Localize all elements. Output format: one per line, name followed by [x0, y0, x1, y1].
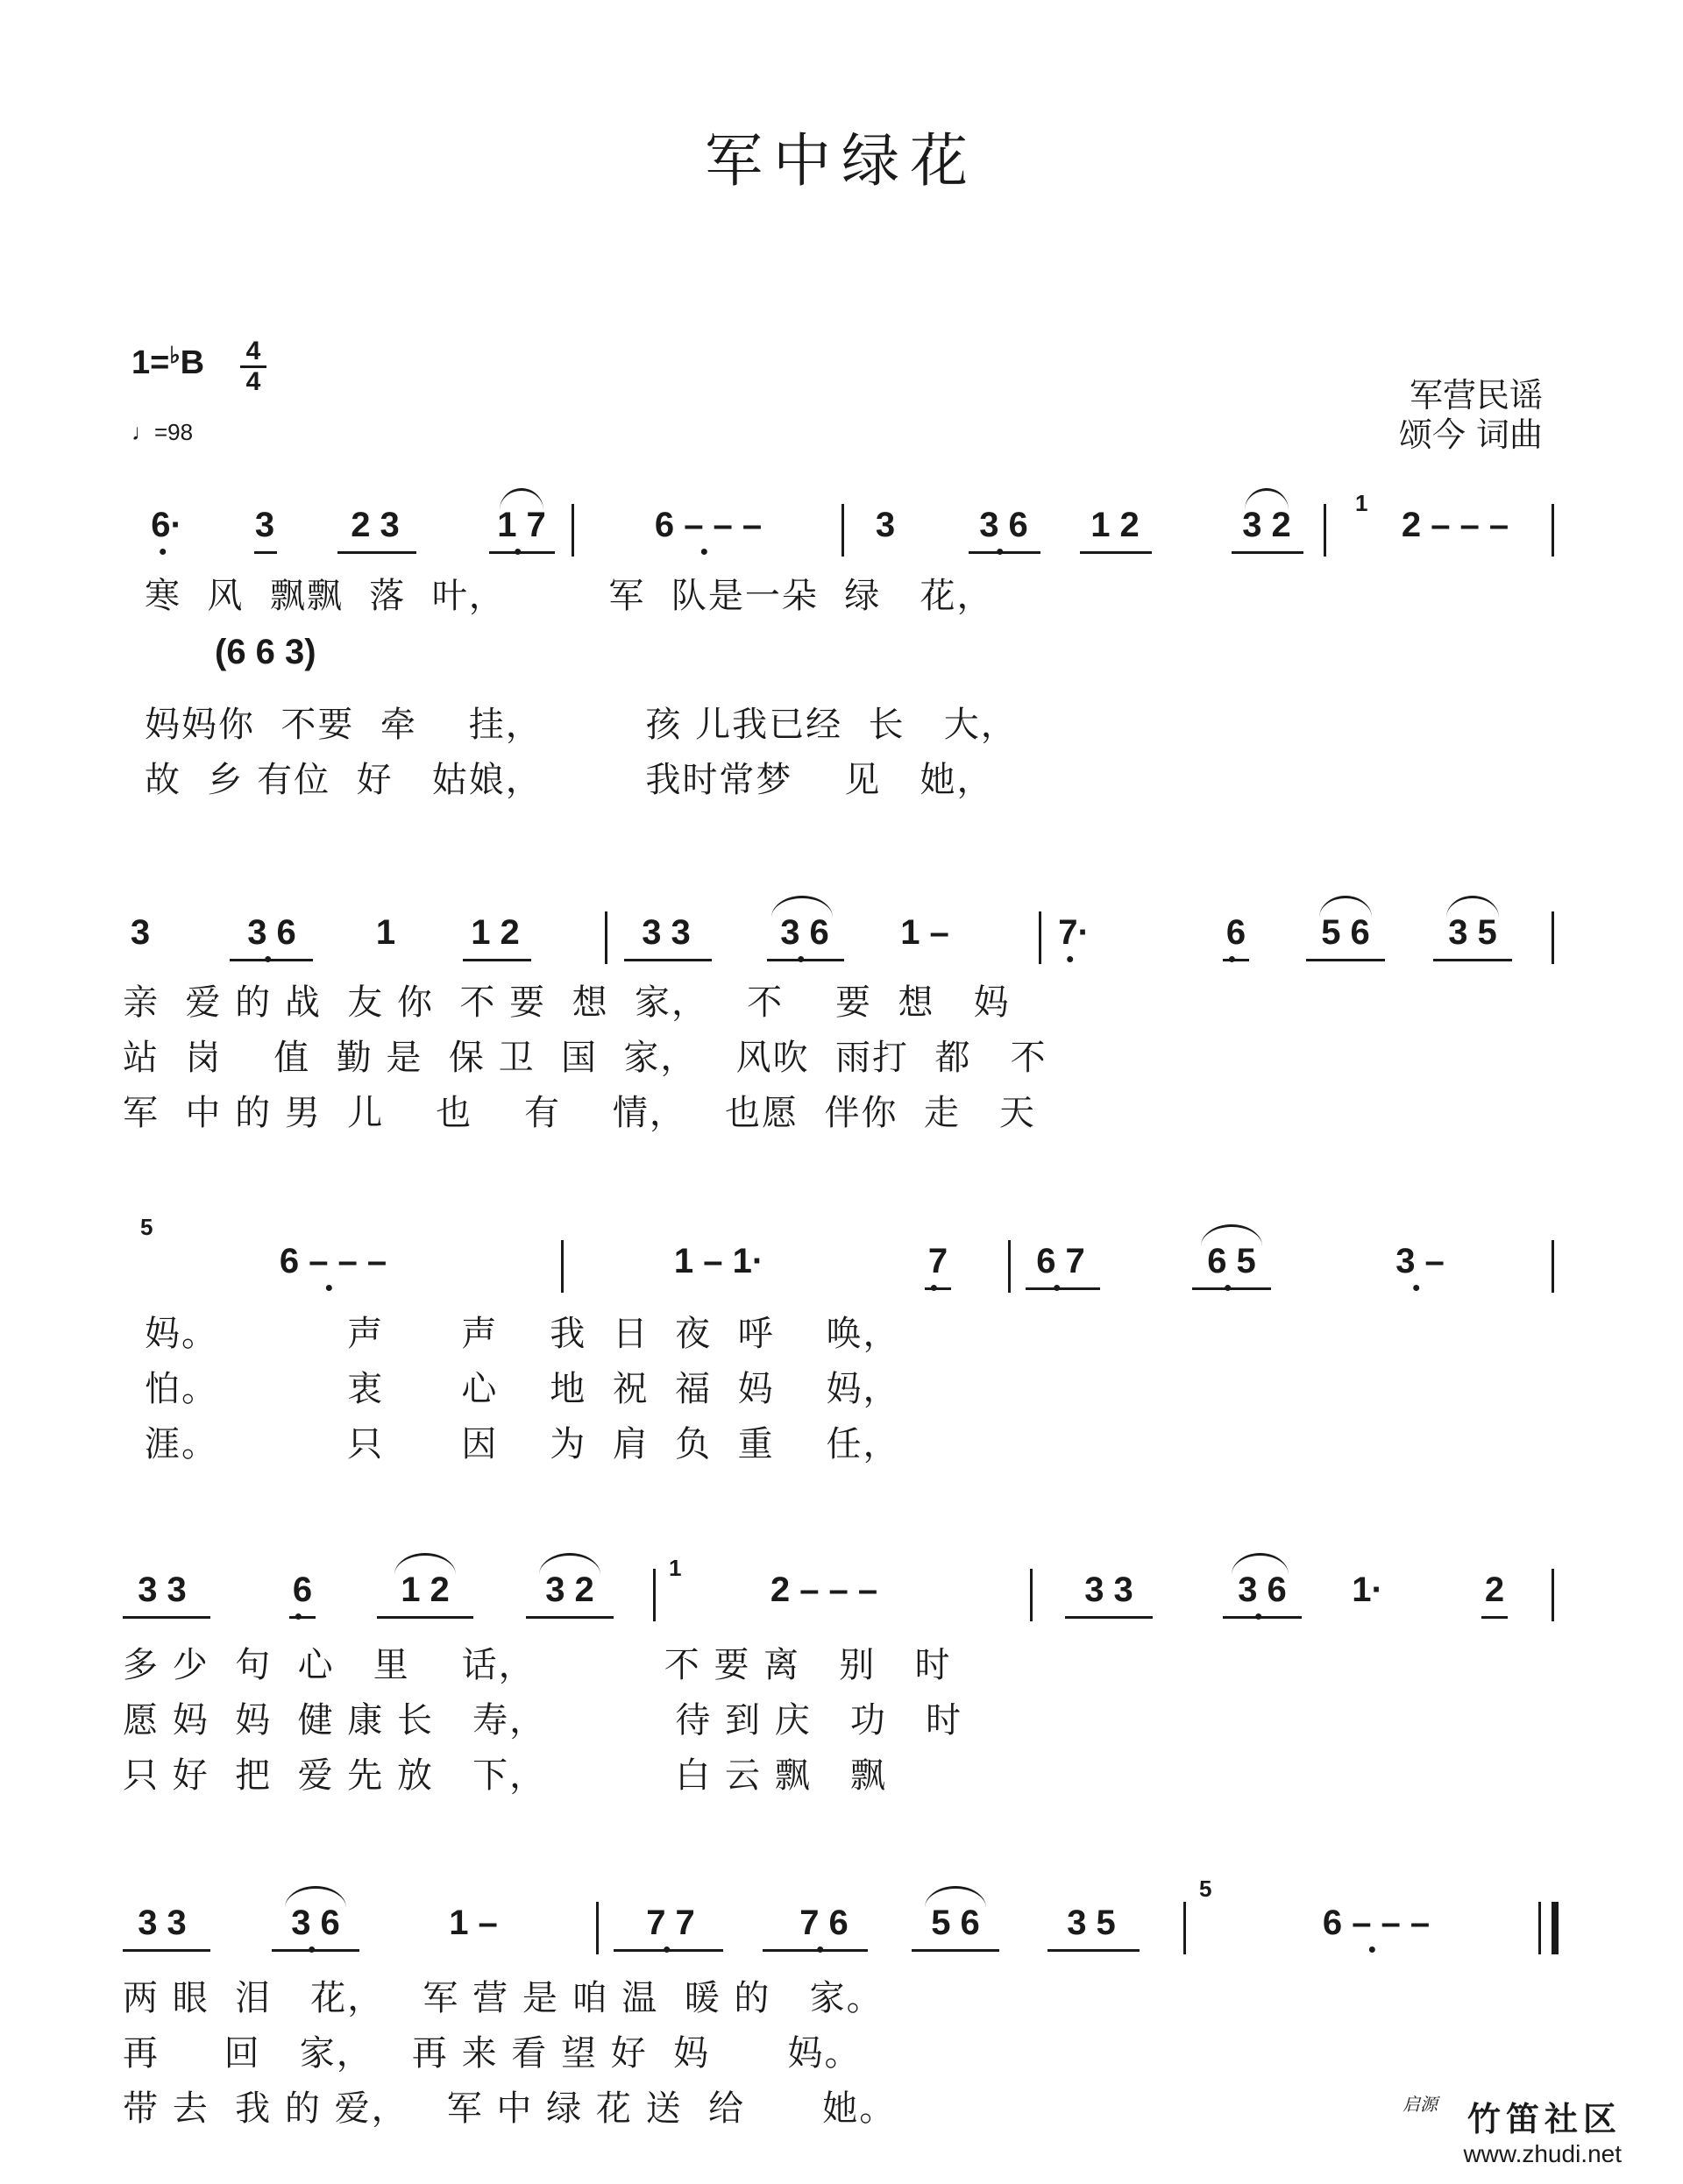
- underline-beam: [1026, 1287, 1100, 1290]
- underline-beam: [1047, 1949, 1140, 1952]
- note: 2 – – –: [1401, 506, 1509, 544]
- page-title: 军中绿花: [705, 127, 978, 195]
- key-note: B: [180, 344, 205, 381]
- note: 1 7: [497, 506, 546, 544]
- credit-author: 颂今 词曲: [1398, 415, 1543, 454]
- underline-beam: [763, 1949, 868, 1952]
- second-ending-mark: 5: [1199, 1876, 1212, 1902]
- flat-sign: ♭: [169, 342, 181, 368]
- barline: [596, 1902, 599, 1954]
- barline: [1030, 1569, 1033, 1621]
- underline-beam: [1481, 1616, 1508, 1619]
- note: 6·: [151, 506, 182, 544]
- note: 3: [875, 506, 896, 544]
- lyric-line: 故 乡 有位 好 姑娘， 我时常梦 见 她，: [145, 760, 994, 800]
- lyric-line: 军 中 的 男 儿 也 有 情， 也愿 伴你 走 天: [123, 1093, 1037, 1133]
- barline: [1183, 1902, 1186, 1954]
- note: 1 – 1·: [673, 1242, 764, 1280]
- watermark: [1463, 2092, 1622, 2168]
- time-signature: [238, 337, 268, 396]
- lyric-line: 亲 爱 的 战 友 你 不 要 想 家， 不 要 想 妈: [123, 982, 1011, 1023]
- note: 3: [254, 506, 275, 544]
- barline: [1324, 504, 1326, 557]
- note: 6 7: [1036, 1242, 1085, 1280]
- note: 1 2: [471, 913, 520, 952]
- note: 3 5: [1067, 1904, 1116, 1942]
- note: 1 2: [1090, 506, 1140, 544]
- barline: [1039, 911, 1041, 964]
- underline-beam: [272, 1949, 359, 1952]
- second-ending-mark: 5: [140, 1214, 153, 1240]
- note: 7: [927, 1242, 948, 1280]
- first-ending-mark: 1: [1355, 490, 1368, 516]
- note: 3 6: [1238, 1571, 1287, 1609]
- barline: [653, 1569, 656, 1621]
- note: 3 6: [979, 506, 1028, 544]
- watermark-url: www.zhudi.net: [1463, 2140, 1622, 2167]
- key-prefix: 1=: [131, 344, 170, 381]
- barline: [1008, 1240, 1011, 1293]
- note: 6 – – –: [279, 1242, 387, 1280]
- note: 3 5: [1448, 913, 1497, 952]
- first-ending-mark: 1: [669, 1555, 682, 1581]
- underline-beam: [912, 1949, 999, 1952]
- underline-beam: [1065, 1616, 1153, 1619]
- underline-beam: [1433, 959, 1512, 961]
- note: 1 2: [401, 1571, 450, 1609]
- lyric-line: 多 少 句 心 里 话， 不 要 离 别 时: [123, 1645, 952, 1685]
- underline-beam: [123, 1616, 210, 1619]
- tempo-mark: ♩=98: [131, 419, 194, 445]
- note: 6: [292, 1571, 313, 1609]
- underline-beam: [289, 1616, 316, 1619]
- underline-beam: [377, 1616, 473, 1619]
- credit-origin: 军营民谣: [1409, 376, 1543, 415]
- underline-beam: [925, 1287, 951, 1290]
- note: 3 6: [247, 913, 296, 952]
- note: 5 6: [931, 1904, 980, 1942]
- lyric-line: 妈。 声 声 我 日 夜 呼 唤，: [145, 1314, 900, 1354]
- underline-beam: [123, 1949, 210, 1952]
- note: 3 2: [545, 1571, 594, 1609]
- note: 3 3: [138, 1904, 187, 1942]
- intro-notes: (6 6 3): [215, 633, 316, 671]
- barline: [561, 1240, 564, 1293]
- underline-beam: [526, 1616, 614, 1619]
- note: 6 5: [1207, 1242, 1256, 1280]
- time-numerator: 4: [245, 337, 261, 365]
- note: 1: [375, 913, 396, 952]
- underline-beam: [254, 551, 277, 554]
- note: 6 – – –: [1322, 1904, 1431, 1942]
- note: 7 7: [646, 1904, 695, 1942]
- lyric-line: 再 回 家， 再 来 看 望 好 妈 妈。: [123, 2033, 862, 2074]
- barline: [842, 504, 844, 557]
- underline-beam: [1192, 1287, 1271, 1290]
- note: 3: [130, 913, 151, 952]
- barline: [1552, 1569, 1554, 1621]
- note: 1 –: [449, 1904, 498, 1942]
- watermark-tag: 启源: [1402, 2094, 1438, 2115]
- note: 5 6: [1321, 913, 1370, 952]
- key-signature: [131, 342, 204, 382]
- barline: [605, 911, 607, 964]
- watermark-brand: 竹笛社区: [1466, 2099, 1622, 2138]
- underline-beam: [624, 959, 712, 961]
- note: 7·: [1058, 913, 1090, 952]
- underline-beam: [767, 959, 844, 961]
- barline: [572, 504, 574, 557]
- note: 3 –: [1395, 1242, 1445, 1280]
- final-barline-thick: [1552, 1902, 1559, 1954]
- lyric-line: 妈妈你 不要 牵 挂， 孩 儿我已经 长 大，: [145, 705, 1018, 745]
- lyric-line: 怕。 衷 心 地 祝 福 妈 妈，: [145, 1369, 900, 1409]
- note: 1 –: [900, 913, 949, 952]
- lyric-line: 站 岗 值 勤 是 保 卫 国 家， 风吹 雨打 都 不: [123, 1038, 1047, 1078]
- lyric-line: 带 去 我 的 爱， 军 中 绿 花 送 给 她。: [123, 2088, 897, 2129]
- time-denominator: 4: [245, 367, 261, 396]
- underline-beam: [463, 959, 531, 961]
- final-barline-thin: [1538, 1902, 1541, 1954]
- lyric-line: 涯。 只 因 为 肩 负 重 任，: [145, 1424, 900, 1464]
- note: 2 3: [351, 506, 400, 544]
- note: 3 3: [1084, 1571, 1133, 1609]
- lyric-line: 只 好 把 爱 先 放 下， 白 云 飘 飘: [123, 1755, 887, 1796]
- note: 6 – – –: [654, 506, 763, 544]
- underline-beam: [230, 959, 313, 961]
- note: 3 6: [291, 1904, 340, 1942]
- note: 3 2: [1242, 506, 1291, 544]
- note: 2 – – –: [770, 1571, 878, 1609]
- note: 6: [1225, 913, 1246, 952]
- lyric-line: 两 眼 泪 花， 军 营 是 咱 温 暖 的 家。: [123, 1978, 884, 2018]
- barline: [1552, 504, 1554, 557]
- underline-beam: [1223, 1616, 1302, 1619]
- underline-beam: [1080, 551, 1152, 554]
- underline-beam: [614, 1949, 723, 1952]
- note: 1·: [1352, 1571, 1383, 1609]
- note: 7 6: [799, 1904, 849, 1942]
- underline-beam: [489, 551, 555, 554]
- note: 3 6: [780, 913, 829, 952]
- underline-beam: [1306, 959, 1385, 961]
- note: 3 3: [642, 913, 691, 952]
- underline-beam: [969, 551, 1040, 554]
- note: 2: [1484, 1571, 1505, 1609]
- barline: [1552, 1240, 1554, 1293]
- lyric-line: 愿 妈 妈 健 康 长 寿， 待 到 庆 功 时: [123, 1700, 963, 1741]
- underline-beam: [337, 551, 416, 554]
- underline-beam: [1223, 959, 1249, 961]
- barline: [1552, 911, 1554, 964]
- note: 3 3: [138, 1571, 187, 1609]
- underline-beam: [1232, 551, 1303, 554]
- lyric-line: 寒 风 飘飘 落 叶， 军 队是一朵 绿 花，: [145, 576, 994, 616]
